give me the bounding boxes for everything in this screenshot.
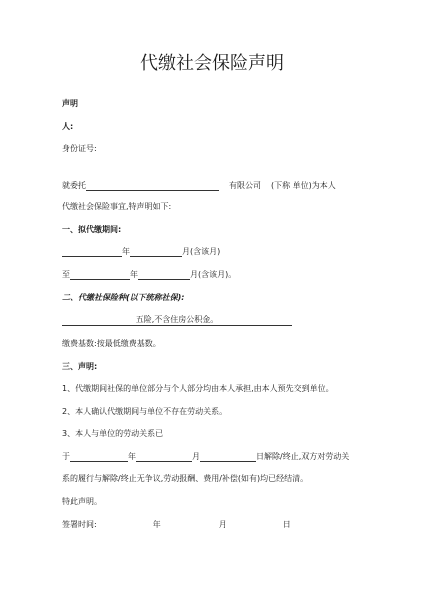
sign-time-label: 签署时间:	[62, 520, 97, 529]
end-year-blank	[70, 270, 130, 280]
statement-item-3-cont: 系的履行与解除/终止无争议,劳动报酬、费用/补偿(如有)均已经结清。	[62, 474, 309, 483]
period-end-line	[62, 269, 236, 280]
end-month-label: 月(含该月)。	[190, 270, 237, 279]
start-year-label: 年	[122, 247, 130, 256]
end-year-label: 年	[130, 270, 138, 279]
entrust-line-2: 代缴社会保险事宜,特声明如下:	[62, 202, 172, 211]
termination-month-label: 月	[192, 452, 200, 461]
entrust-line	[62, 180, 336, 191]
termination-month-blank	[136, 452, 192, 462]
declarant-label: 声明	[62, 99, 78, 108]
end-month-blank	[138, 270, 190, 280]
statement-item-1: 1、代缴期间社保的单位部分与个人部分均由本人承担,由本人预先交到单位。	[62, 384, 334, 393]
signature-date-line	[62, 519, 362, 530]
termination-day-tail: 日解除/终止,双方对劳动关	[256, 452, 350, 461]
start-year-blank	[62, 247, 122, 257]
section2-heading: 二、代缴社保险种(以下统称社保):	[62, 293, 185, 302]
statement-item-2: 2、本人确认代缴期间与单位不存在劳动关系。	[62, 407, 228, 416]
termination-date-line	[62, 451, 349, 462]
termination-prefix: 于	[62, 452, 70, 461]
termination-day-blank	[200, 452, 256, 462]
sign-year-label: 年	[152, 520, 161, 529]
termination-year-blank	[70, 452, 128, 462]
insurance-type-line	[62, 314, 292, 326]
entrust-prefix: 就委托	[62, 181, 86, 190]
termination-year-label: 年	[128, 452, 136, 461]
company-suffix: 有限公司	[229, 181, 261, 190]
section1-heading: 一、拟代缴期间:	[62, 225, 122, 234]
closing-statement: 特此声明。	[62, 497, 102, 506]
statement-item-3: 3、本人与单位的劳动关系已	[62, 429, 164, 438]
period-start-line	[62, 246, 220, 257]
start-month-blank	[130, 247, 182, 257]
sign-month-label: 月	[218, 520, 227, 529]
document-title: 代缴社会保险声明	[140, 53, 284, 74]
period-to-label: 至	[62, 270, 70, 279]
start-month-label: 月(含该月)	[182, 247, 221, 256]
id-number-label: 身份证号:	[62, 144, 97, 153]
contribution-base: 缴费基数:按最低缴费基数。	[62, 339, 161, 348]
insurance-type-value: 五险,不含住房公积金。	[62, 314, 292, 326]
person-label: 人:	[62, 122, 74, 131]
company-abbr: (下称 单位)为本人	[271, 181, 336, 190]
sign-day-label: 日	[282, 520, 291, 529]
company-name-blank	[86, 181, 219, 191]
section3-heading: 三、声明:	[62, 362, 98, 371]
